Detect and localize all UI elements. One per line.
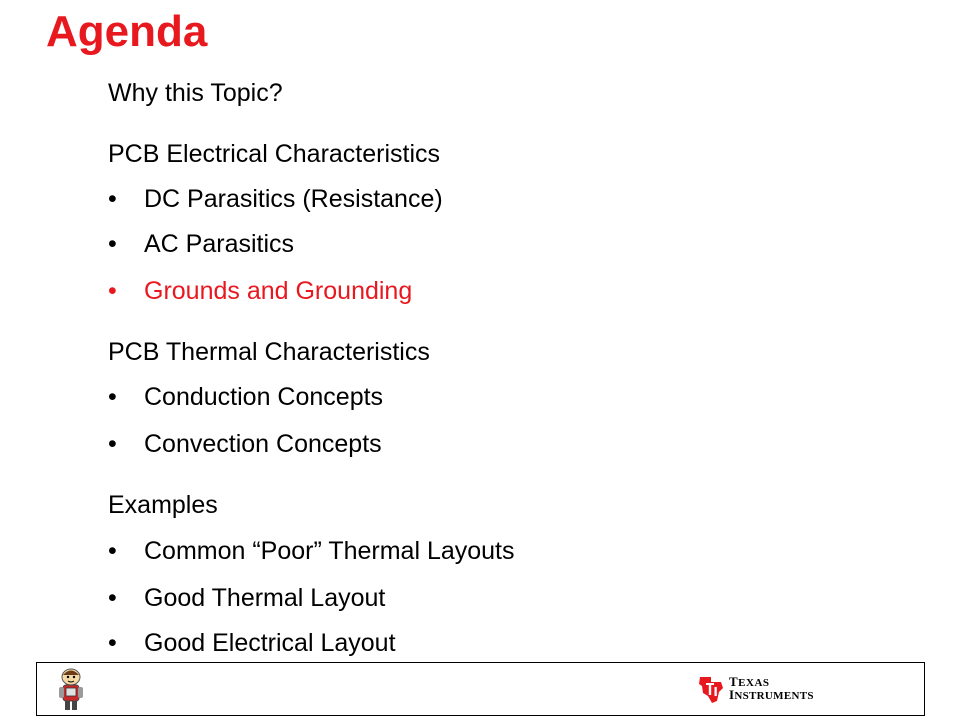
logo-cap-i: I	[729, 687, 735, 702]
slide-title: Agenda	[46, 7, 208, 56]
agenda-bullet-label: Grounds and Grounding	[144, 277, 413, 305]
bullet-icon: •	[108, 185, 117, 213]
ti-logo	[697, 671, 814, 707]
agenda-bullet-label: Conduction Concepts	[144, 383, 384, 411]
footer-bar	[36, 662, 925, 716]
agenda-bullet-label: Convection Concepts	[144, 430, 382, 458]
agenda-bullet-label: Good Thermal Layout	[144, 584, 386, 612]
agenda-bullet	[108, 229, 294, 259]
agenda-section-label: PCB Thermal Characteristics	[108, 338, 430, 366]
bullet-icon: •	[108, 230, 117, 258]
agenda-section	[108, 139, 440, 169]
agenda-section	[108, 490, 218, 520]
bullet-icon: •	[108, 584, 117, 612]
agenda-bullet-highlighted	[108, 276, 412, 306]
agenda-section-label: Examples	[108, 491, 218, 519]
agenda-section	[108, 78, 283, 108]
ti-state-logo-icon	[697, 674, 725, 704]
agenda-bullet-label: Good Electrical Layout	[144, 629, 396, 657]
agenda-section-label: PCB Electrical Characteristics	[108, 140, 441, 168]
bullet-icon: •	[108, 277, 117, 305]
agenda-bullet-label: AC Parasitics	[144, 230, 295, 258]
agenda-bullet	[108, 184, 443, 214]
bullet-icon: •	[108, 383, 117, 411]
agenda-bullet	[108, 583, 385, 613]
logo-cap-t: T	[729, 674, 739, 689]
mascot-icon	[55, 667, 87, 711]
agenda-bullet-label: DC Parasitics (Resistance)	[144, 185, 443, 213]
bullet-icon: •	[108, 537, 117, 565]
bullet-icon: •	[108, 430, 117, 458]
agenda-bullet	[108, 628, 396, 658]
agenda-bullet	[108, 536, 515, 566]
logo-word-texas: EXAS	[738, 677, 770, 689]
agenda-bullet	[108, 429, 382, 459]
agenda-bullet-label: Common “Poor” Thermal Layouts	[144, 537, 515, 565]
logo-word-instruments: NSTRUMENTS	[734, 690, 814, 702]
ti-wordmark	[729, 676, 814, 702]
agenda-section	[108, 337, 430, 367]
agenda-bullet	[108, 382, 383, 412]
bullet-icon: •	[108, 629, 117, 657]
agenda-section-label: Why this Topic?	[108, 79, 283, 107]
